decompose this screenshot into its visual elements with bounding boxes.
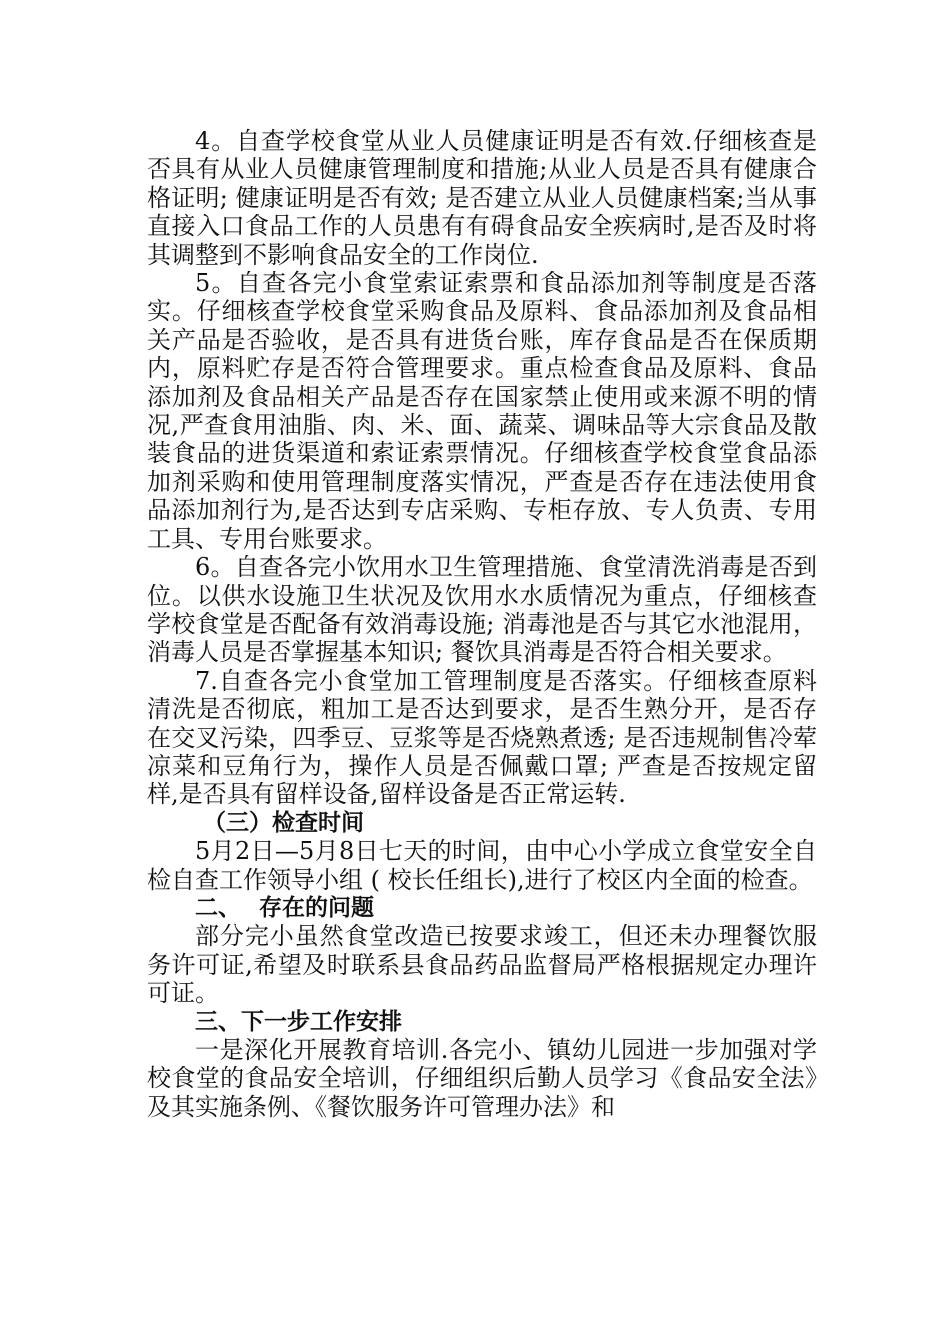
paragraph-item-5: 5。自查各完小食堂索证索票和食品添加剂等制度是否落实。仔细核查学校食堂采购食品及原料、食品添加剂及食品相关产品是否验收，是否具有进货台账，库存食品是否在保质期内，原料贮存是否符合管理要求。重点检查食品及原料、食品添加剂及食品相关产品是否存在国家禁止使用或来源不明的情况,严查食用油脂、肉、米、面、蔬菜、调味品等大宗食品及散装食品的进货渠道和索证索票情况。仔细核查学校食堂食品添加剂采购和使用管理制度落实情况，严查是否存在违法使用食品添加剂行为,是否达到专店采购、专柜存放、专人负责、专用工具、专用台账要求。 (147, 269, 817, 553)
paragraph-item-7: 7.自查各完小食堂加工管理制度是否落实。仔细核查原料清洗是否彻底，粗加工是否达到要求，是否生熟分开，是否存在交叉污染，四季豆、豆浆等是否烧熟煮透; 是否违规制售冷荤凉菜和豆角行为，操作人员是否佩戴口罩; 严查是否按规定留样,是否具有留样设备,留样设备是否正常运转. (147, 666, 817, 809)
heading-existing-problems (147, 894, 817, 922)
heading-text: 存在的问题 (259, 894, 374, 921)
paragraph-item-6: 6。自查各完小饮用水卫生管理措施、食堂清洗消毒是否到位。以供水设施卫生状况及饮用水水质情况为重点，仔细核查学校食堂是否配备有效消毒设施; 消毒池是否与其它水池混用，消毒人员是否掌握基本知识; 餐饮具消毒是否符合相关要求。 (147, 553, 817, 667)
heading-next-steps: 三、下一步工作安排 (195, 1008, 402, 1035)
heading-number: 二、 (195, 894, 241, 921)
paragraph-inspection-time: 5月2日—5月8日七天的时间，由中心小学成立食堂安全自检自查工作领导小组 ( 校长任组长),进行了校区内全面的检查。 (147, 837, 817, 894)
paragraph-existing-problems: 部分完小虽然食堂改造已按要求竣工，但还未办理餐饮服务许可证,希望及时联系县食品药品监督局严格根据规定办理许可证。 (147, 922, 817, 1008)
paragraph-next-steps: 一是深化开展教育培训.各完小、镇幼儿园进一步加强对学校食堂的食品安全培训，仔细组织后勤人员学习《食品安全法》及其实施条例、《餐饮服务许可管理办法》和 (147, 1036, 817, 1121)
paragraph-item-4: 4。自查学校食堂从业人员健康证明是否有效.仔细核查是否具有从业人员健康管理制度和措施;从业人员是否具有健康合格证明; 健康证明是否有效; 是否建立从业人员健康档案;当从事直接入口食品工作的人员患有有碍食品安全疾病时,是否及时将其调整到不影响食品安全的工作岗位. (147, 127, 817, 269)
subheading-inspection-time: （三）检查时间 (203, 809, 364, 836)
document-body (147, 127, 817, 1121)
